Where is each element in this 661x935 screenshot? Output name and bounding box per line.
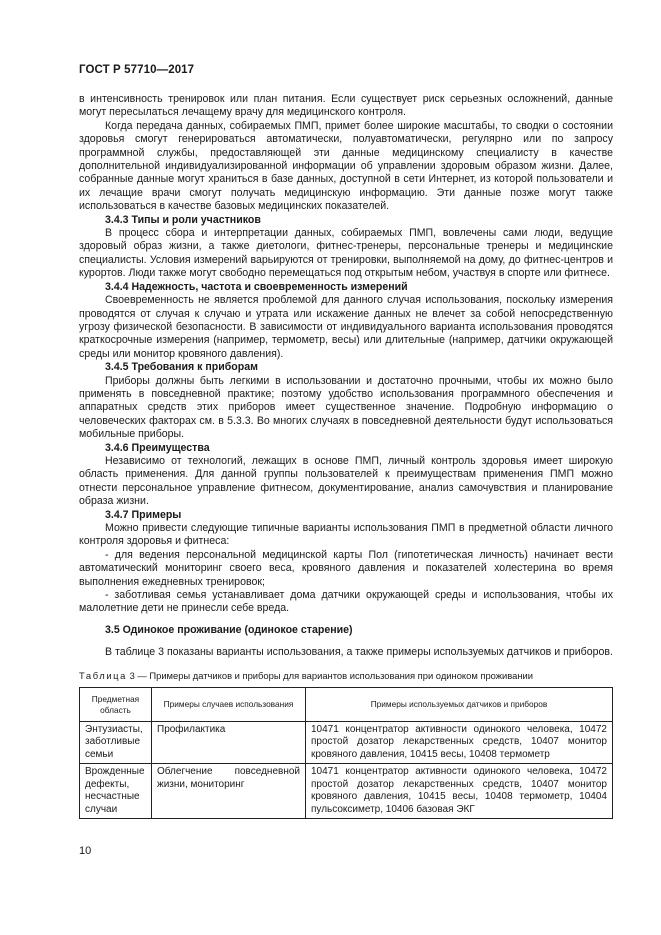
paragraph: Независимо от технологий, лежащих в основе ПМП, личный контроль здоровья имеет широкую область применения. Для данной группы пользователей к преимуществам применения ПМП можно отнести персональное управление фитнесом, документирование, анализ самочувствия и планирование образа жизни. xyxy=(79,454,613,508)
paragraph: Можно привести следующие типичные варианты использования ПМП в предметной области личного контроля здоровья и фитнеса: xyxy=(79,522,613,548)
table-cell: Врожденные дефекты, несчастные случаи xyxy=(80,764,152,819)
table-row xyxy=(80,722,613,764)
section-heading: 3.5 Одинокое проживание (одинокое старение) xyxy=(105,623,353,636)
table-cell: Профилактика xyxy=(152,722,306,764)
paragraph: в интенсивность тренировок или план питания. Если существует риск серьезных осложнений, данные могут пересылаться лечащему врачу для медицинского контроля. xyxy=(79,93,613,119)
header-use-cases: Примеры случаев использования xyxy=(152,688,306,722)
table-caption-prefix: Таблица xyxy=(79,669,127,681)
paragraph: В таблице 3 показаны варианты использования, а также примеры используемых датчиков и приборов. xyxy=(105,646,613,659)
table-header-row xyxy=(80,688,613,722)
paragraph: В процесс сбора и интерпретации данных, собираемых ПМП, вовлечены сами люди, ведущие здоровый образ жизни, а также диетологи, фитнес-тренеры, персональные тренеры и медицинские специалисты. Условия измерений варьируются от тренировки, выполняемой на дому, до фитнес-центров и курортов. Люди также могут свободно перемещаться под открытым небом, участвуя в спорте или фитнесе. xyxy=(79,227,613,280)
table-cell: Облегчение повседневной жизни, мониторинг xyxy=(152,764,306,819)
section-heading: 3.4.3 Типы и роли участников xyxy=(105,213,261,226)
table-cell: 10471 концентратор активности одинокого человека, 10472 простой дозатор лекарственных средств, 10407 монитор кровяного давления, 10415 весы, 10408 термометр, 10404 пульсоксиметр, 10406 базовая ЭКГ xyxy=(306,764,613,819)
section-heading: 3.4.4 Надежность, частота и своевременность измерений xyxy=(105,280,408,293)
table-caption xyxy=(79,669,613,682)
sensors-table xyxy=(79,687,613,819)
paragraph: Своевременность не является проблемой для данного случая использования, поскольку измерения проводятся от случая к случаю и утрата или искажение данных не влечет за собой непосредственную угрозу физической безопасности. В зависимости от индивидуального варианта использования проводятся краткосрочные измерения (например, термометр, весы) или длительные (например, датчики окружающей среды или монитор кровяного давления). xyxy=(79,294,613,360)
paragraph: Приборы должны быть легкими в использовании и достаточно прочными, чтобы их можно было применять в повседневной практике; поэтому удобство использования программного обеспечения и аппаратных средств этих приборов имеет существенное значение. Подробную информацию о человеческих факторах см. в 5.3.3. Во многих случаях в повседневной деятельности будут использоваться мобильные приборы. xyxy=(79,374,613,441)
table-cell: Энтузиасты, заботливые семьи xyxy=(80,722,152,764)
paragraph: Когда передача данных, собираемых ПМП, примет более широкие масштабы, то сводки о состоянии здоровья смогут генерироваться автоматически, полуавтоматически, регулярно или по запросу программной службы, предоставляющей эти данные медицинскому специалисту в качестве дополнительной индивидуализированной информации об управлении здоровым образом жизни. Далее, собранные данные могут храниться в базе данных, доступной в сети Интернет, из которой пользователи и их лечащие врачи смогут получать медицинскую информацию. Эти данные позже могут также использоваться в качестве базовых медицинских показателей. xyxy=(79,119,613,213)
section-heading: 3.4.7 Примеры xyxy=(105,508,182,521)
table-caption-text: 3 — Примеры датчиков и приборы для вариантов использования при одиноком проживании xyxy=(126,669,534,681)
document-header: ГОСТ Р 57710—2017 xyxy=(79,64,195,76)
section-heading: 3.4.6 Преимущества xyxy=(105,441,210,454)
header-sensors: Примеры используемых датчиков и приборов xyxy=(306,688,613,722)
list-item: - заботливая семья устанавливает дома датчики окружающей среды и использования, чтобы их малолетние дети не принесли себе вреда. xyxy=(79,589,613,615)
table-row xyxy=(80,764,613,819)
section-heading: 3.4.5 Требования к приборам xyxy=(105,361,258,374)
table-cell: 10471 концентратор активности одинокого человека, 10472 простой дозатор лекарственных средств, 10407 монитор кровяного давления, 10415 весы, 10408 термометр xyxy=(306,722,613,764)
list-item: - для ведения персональной медицинской карты Пол (гипотетическая личность) начинает вести автоматический мониторинг своего веса, кровяного давления и показателей холестерина во время выполнения ежедневных тренировок; xyxy=(79,548,613,588)
document-body xyxy=(79,93,613,819)
page-number: 10 xyxy=(79,845,92,857)
header-subject-area: Предметная область xyxy=(80,688,152,722)
